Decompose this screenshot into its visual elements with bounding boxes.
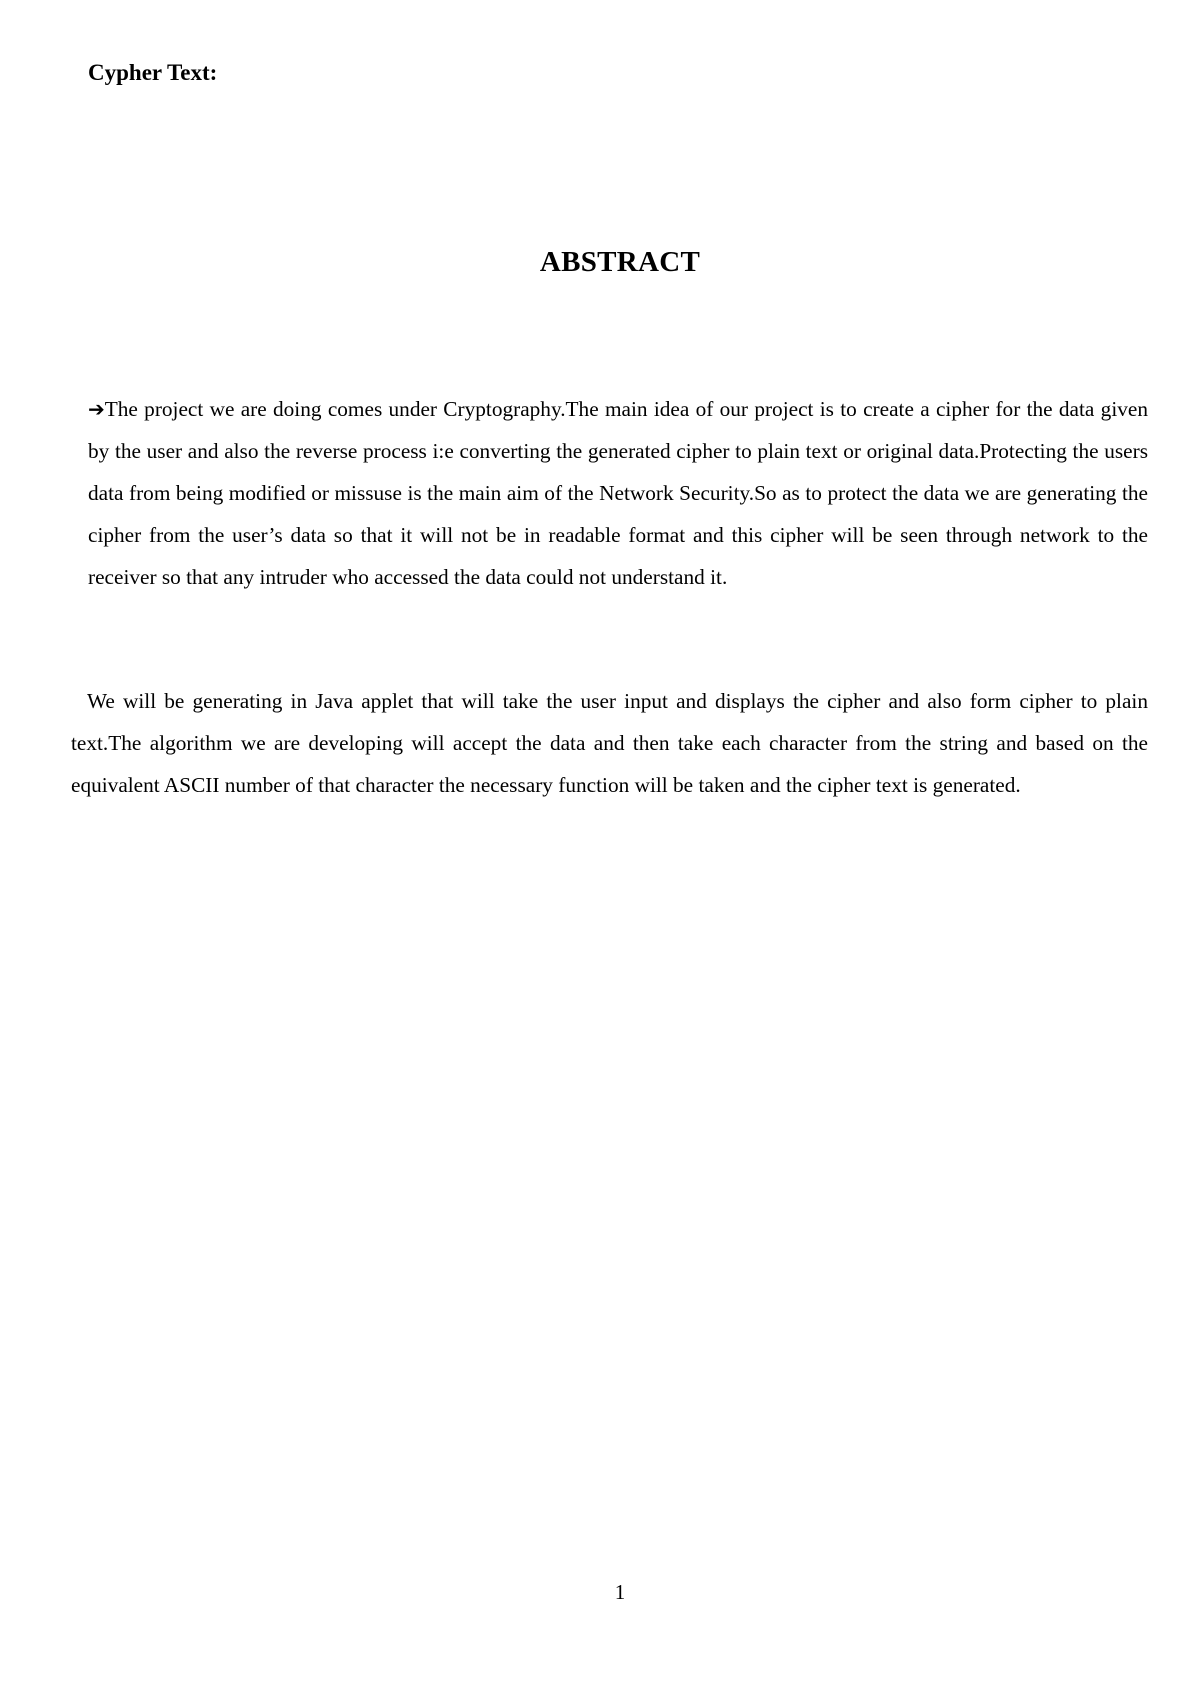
section-label: Cypher Text: xyxy=(88,60,218,85)
arrow-bullet-icon: ➔ xyxy=(88,397,105,421)
abstract-paragraph-1 xyxy=(88,388,1148,598)
abstract-paragraph-2: We will be generating in Java applet that will take the user input and displays the cipher and also form cipher to plain text.The algorithm we are developing will accept the data and then take each character from the string and based on the equivalent ASCII number of that character the necessary function will be taken and the cipher text is generated. xyxy=(71,689,1148,797)
page-number: 1 xyxy=(614,1580,626,1604)
abstract-paragraph-1-text: The project we are doing comes under Cryptography.The main idea of our project is to create a cipher for the data given by the user and also the reverse process i:e converting the generated cipher to plain text or original data.Protecting the users data from being modified or missuse is the main aim of the Network Security.So as to protect the data we are generating the cipher from the user’s data so that it will not be in readable format and this cipher will be seen through network to the receiver so that any intruder who accessed the data could not understand it. xyxy=(88,397,1148,589)
page-title: ABSTRACT xyxy=(539,246,701,278)
